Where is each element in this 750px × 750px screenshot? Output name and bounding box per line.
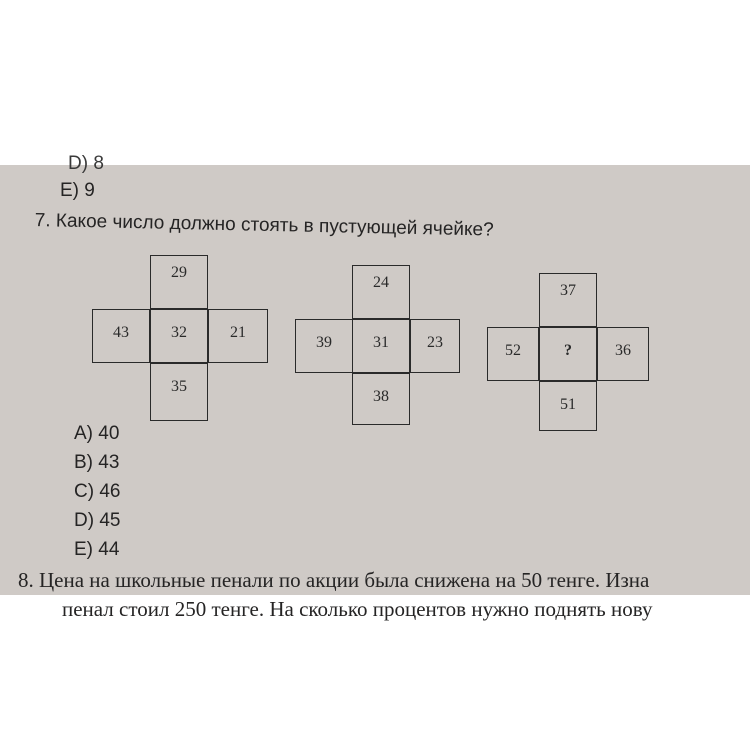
option-c: C) 46 bbox=[74, 481, 121, 502]
puzzle-1-center-cell: 32 bbox=[150, 309, 208, 363]
puzzle-2-top-cell: 24 bbox=[352, 265, 410, 319]
option-a: A) 40 bbox=[74, 423, 120, 444]
puzzle-3-bottom-cell: 51 bbox=[539, 381, 597, 431]
puzzle-2-bottom-cell: 38 bbox=[352, 373, 410, 425]
option-e-prev: E) 9 bbox=[60, 180, 95, 201]
puzzle-1-bottom-cell: 35 bbox=[150, 363, 208, 421]
puzzle-3-right-cell: 36 bbox=[597, 327, 649, 381]
puzzle-2-right-cell: 23 bbox=[410, 319, 460, 373]
option-e: E) 44 bbox=[74, 539, 120, 560]
puzzle-2-left-cell: 39 bbox=[295, 319, 353, 373]
question-8-line-1: 8. Цена на школьные пенали по акции была снижена на 50 тенге. Изна bbox=[18, 568, 650, 592]
puzzle-3-left-cell: 52 bbox=[487, 327, 539, 381]
puzzle-1-top-cell: 29 bbox=[150, 255, 208, 309]
option-b: B) 43 bbox=[74, 452, 120, 473]
puzzle-1-left-cell: 43 bbox=[92, 309, 150, 363]
question-7-text: 7. Какое число должно стоять в пустующей ячейке? bbox=[34, 210, 494, 241]
puzzle-2-center-cell: 31 bbox=[352, 319, 410, 373]
paper-sheet bbox=[0, 153, 750, 621]
puzzle-3-center-cell: ? bbox=[539, 327, 597, 381]
puzzle-3-top-cell: 37 bbox=[539, 273, 597, 327]
option-d: D) 45 bbox=[74, 510, 121, 531]
question-8-line-2: пенал стоил 250 тенге. На сколько процентов нужно поднять нову bbox=[62, 597, 653, 621]
option-d-prev: D) 8 bbox=[68, 153, 104, 174]
puzzle-1-right-cell: 21 bbox=[208, 309, 268, 363]
